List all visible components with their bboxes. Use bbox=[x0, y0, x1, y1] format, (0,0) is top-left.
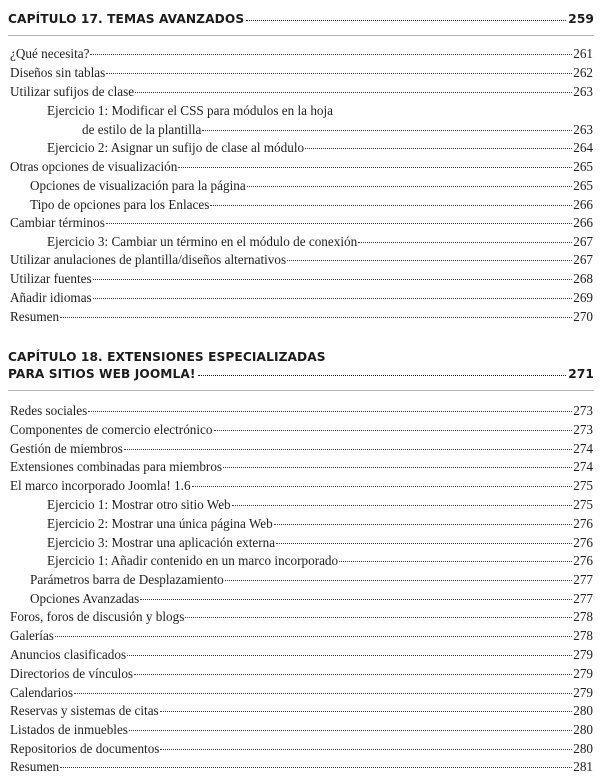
chapter-page-number: 259 bbox=[568, 12, 594, 26]
toc-entry: Resumen 270 bbox=[10, 309, 593, 324]
toc-entry: Opciones de visualización para la página 265 bbox=[30, 178, 593, 193]
toc-entry: Ejercicio 1: Modificar el CSS para módulos en la hoja bbox=[47, 103, 334, 118]
toc-entry: Ejercicio 2: Mostrar una única página Web 276 bbox=[47, 516, 593, 531]
toc-entry: Listados de inmuebles 280 bbox=[10, 722, 593, 737]
chapter-18-heading bbox=[8, 349, 594, 383]
chapter-title-line1: CAPÍTULO 18. EXTENSIONES ESPECIALIZADAS bbox=[8, 350, 326, 364]
toc-entry: Tipo de opciones para los Enlaces 266 bbox=[30, 197, 593, 212]
toc-entry: Utilizar anulaciones de plantilla/diseños alternativos 267 bbox=[10, 252, 593, 267]
toc-entry: Utilizar fuentes 268 bbox=[10, 271, 593, 286]
toc-entry: Foros, foros de discusión y blogs 278 bbox=[10, 609, 593, 624]
heading-divider bbox=[8, 35, 594, 36]
toc-entry: Opciones Avanzadas 277 bbox=[30, 591, 593, 606]
toc-entry: Ejercicio 1: Mostrar otro sitio Web 275 bbox=[47, 497, 593, 512]
chapter-17-heading bbox=[8, 11, 594, 28]
dot-leader bbox=[246, 20, 566, 21]
toc-entry: Utilizar sufijos de clase 263 bbox=[10, 84, 593, 99]
toc-entry: Ejercicio 3: Mostrar una aplicación externa 276 bbox=[47, 535, 593, 550]
toc-entry: ¿Qué necesita? 261 bbox=[10, 46, 593, 61]
toc-entry: El marco incorporado Joomla! 1.6 275 bbox=[10, 478, 593, 493]
toc-entry: Cambiar términos 266 bbox=[10, 215, 593, 230]
toc-entry: Otras opciones de visualización 265 bbox=[10, 159, 593, 174]
toc-entry: Anuncios clasificados 279 bbox=[10, 647, 593, 662]
toc-entry: Resumen 281 bbox=[10, 759, 593, 774]
toc-entry: Extensiones combinadas para miembros 274 bbox=[10, 459, 593, 474]
chapter-title-line2: PARA SITIOS WEB JOOMLA! bbox=[8, 367, 196, 381]
toc-entry: Calendarios 279 bbox=[10, 685, 593, 700]
toc-entry: Componentes de comercio electrónico 273 bbox=[10, 422, 593, 437]
heading-divider bbox=[8, 390, 594, 391]
toc-entry: Repositorios de documentos 280 bbox=[10, 741, 593, 756]
toc-entry: de estilo de la plantilla 263 bbox=[82, 122, 593, 137]
toc-entry: Ejercicio 2: Asignar un sufijo de clase al módulo 264 bbox=[47, 140, 593, 155]
toc-entry: Añadir idiomas 269 bbox=[10, 290, 593, 305]
toc-entry: Galerías 278 bbox=[10, 628, 593, 643]
chapter-title: CAPÍTULO 17. TEMAS AVANZADOS bbox=[8, 12, 245, 26]
chapter-page-number: 271 bbox=[568, 367, 594, 381]
toc-entry: Parámetros barra de Desplazamiento 277 bbox=[30, 572, 593, 587]
toc-entry: Redes sociales 273 bbox=[10, 403, 593, 418]
dot-leader bbox=[198, 375, 567, 376]
toc-entry: Diseños sin tablas 262 bbox=[10, 65, 593, 80]
toc-entry: Directorios de vínculos 279 bbox=[10, 666, 593, 681]
toc-entry: Ejercicio 3: Cambiar un término en el módulo de conexión 267 bbox=[47, 234, 593, 249]
toc-entry: Gestión de miembros 274 bbox=[10, 441, 593, 456]
toc-entry: Reservas y sistemas de citas 280 bbox=[10, 703, 593, 718]
toc-entry: Ejercicio 1: Añadir contenido en un marco incorporado 276 bbox=[47, 553, 593, 568]
